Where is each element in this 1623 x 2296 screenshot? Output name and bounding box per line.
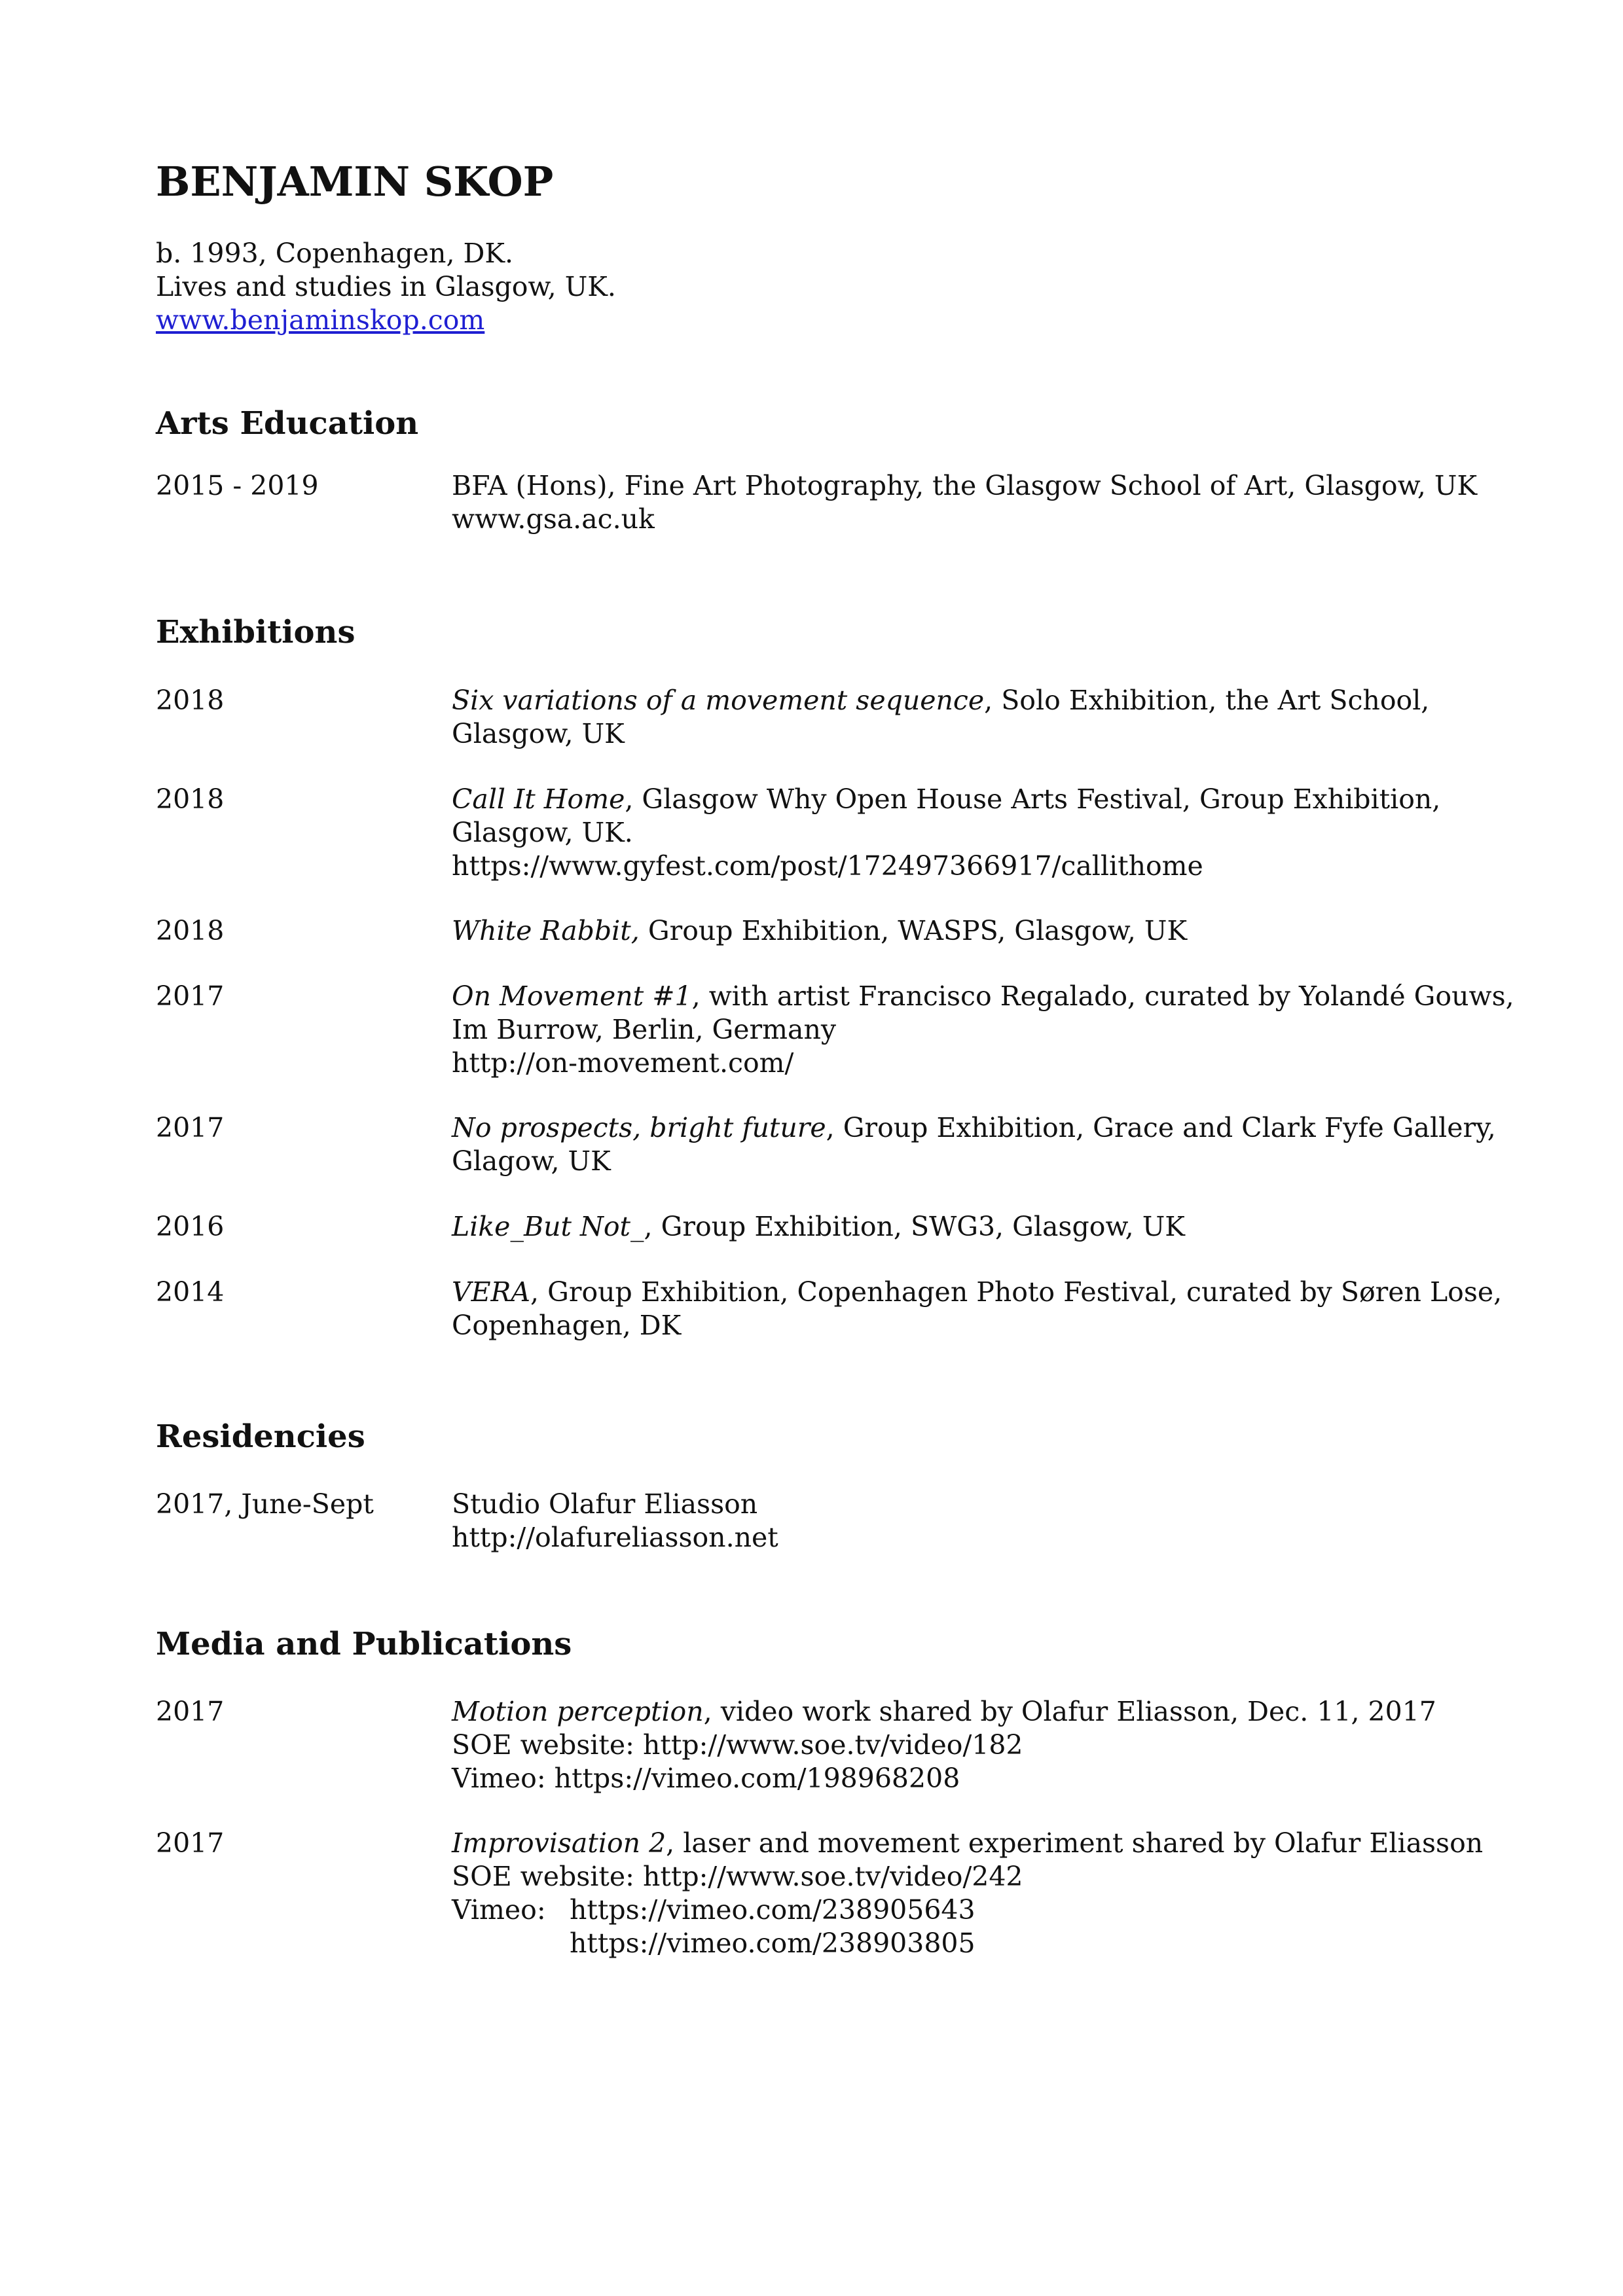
exhibition-title: Six variations of a movement sequence <box>452 685 985 716</box>
entry-description: BFA (Hons), Fine Art Photography, the Glasgow School of Art, Glasgow, UK <box>452 470 1478 501</box>
page-title: BENJAMIN SKOP <box>156 158 554 206</box>
exhibition-location: Glasgow, UK. <box>452 817 633 848</box>
residency-url: http://olafureliasson.net <box>452 1522 778 1553</box>
exhibition-details: , Group Exhibition, Copenhagen Photo Festival, curated by Søren Lose, <box>530 1276 1503 1308</box>
exhibition-details: , Group Exhibition, SWG3, Glasgow, UK <box>644 1211 1185 1242</box>
section-heading-exhibitions: Exhibitions <box>156 614 356 651</box>
exhibition-location: Glagow, UK <box>452 1145 611 1177</box>
media-vimeo-link: Vimeo: https://vimeo.com/198968208 <box>452 1763 960 1794</box>
exhibition-entry-4 <box>156 980 1518 1080</box>
media-vimeo-link: https://vimeo.com/238903805 <box>570 1928 976 1959</box>
intro-block <box>156 237 616 337</box>
exhibition-title: Call It Home <box>452 783 625 815</box>
media-soe-link: SOE website: http://www.soe.tv/video/242 <box>452 1861 1023 1892</box>
exhibition-location: Copenhagen, DK <box>452 1310 682 1341</box>
exhibition-title: White Rabbit, <box>452 915 640 946</box>
entry-date: 2018 <box>156 685 225 716</box>
entry-date: 2016 <box>156 1211 225 1242</box>
education-section <box>156 403 1518 444</box>
media-details: , laser and movement experiment shared by Olafur Eliasson <box>666 1827 1484 1859</box>
exhibition-location: Im Burrow, Berlin, Germany <box>452 1014 837 1045</box>
section-heading-residencies: Residencies <box>156 1418 365 1455</box>
entry-date: 2017, June-Sept <box>156 1488 374 1520</box>
residency-name: Studio Olafur Eliasson <box>452 1488 758 1520</box>
section-heading-media: Media and Publications <box>156 1626 572 1662</box>
exhibition-entry-1 <box>156 684 1518 751</box>
exhibition-details: , Glasgow Why Open House Arts Festival, Group Exhibition, <box>625 783 1441 815</box>
list-item <box>156 980 1518 1080</box>
vimeo-label: Vimeo: <box>452 1894 546 1926</box>
exhibition-details: Group Exhibition, WASPS, Glasgow, UK <box>639 915 1188 946</box>
exhibition-details: , Group Exhibition, Grace and Clark Fyfe Gallery, <box>826 1112 1496 1143</box>
residence-info: Lives and studies in Glasgow, UK. <box>156 271 616 302</box>
exhibition-entry-5 <box>156 1111 1518 1178</box>
media-soe-link: SOE website: http://www.soe.tv/video/182 <box>452 1729 1023 1761</box>
exhibition-title: No prospects, bright future <box>452 1112 826 1143</box>
exhibition-url: https://www.gyfest.com/post/172497366917/callithome <box>452 850 1203 882</box>
exhibition-title: Like_But Not_ <box>452 1211 644 1242</box>
entry-date: 2018 <box>156 915 225 946</box>
entry-date: 2017 <box>156 980 225 1012</box>
exhibition-title: On Movement #1 <box>452 980 692 1012</box>
media-title: Improvisation 2 <box>452 1827 666 1859</box>
list-item <box>156 1695 1518 1795</box>
exhibition-entry-6 <box>156 1210 1518 1244</box>
entry-date: 2017 <box>156 1827 225 1859</box>
entry-date: 2014 <box>156 1276 225 1308</box>
birth-info: b. 1993, Copenhagen, DK. <box>156 238 514 269</box>
entry-date: 2015 - 2019 <box>156 470 319 501</box>
exhibition-entry-3 <box>156 914 1518 948</box>
list-item <box>156 783 1518 883</box>
entry-date: 2017 <box>156 1112 225 1143</box>
media-details: , video work shared by Olafur Eliasson, Dec. 11, 2017 <box>703 1696 1436 1727</box>
exhibition-url: http://on-movement.com/ <box>452 1047 794 1079</box>
residency-entry-1 <box>156 1488 1518 1554</box>
list-item <box>156 1827 1518 1960</box>
exhibition-title: VERA <box>452 1276 531 1308</box>
residencies-section <box>156 1416 1518 1457</box>
exhibition-details: , Solo Exhibition, the Art School, <box>984 685 1430 716</box>
section-heading-education: Arts Education <box>156 405 419 442</box>
entry-date: 2018 <box>156 783 225 815</box>
media-entry-2 <box>156 1827 1518 1960</box>
media-vimeo-link: https://vimeo.com/238905643 <box>570 1894 976 1926</box>
list-item <box>156 1111 1518 1178</box>
entry-url: www.gsa.ac.uk <box>452 503 655 535</box>
list-item <box>156 914 1518 948</box>
exhibition-entry-7 <box>156 1276 1518 1342</box>
list-item <box>156 1276 1518 1342</box>
exhibition-location: Glasgow, UK <box>452 718 625 749</box>
education-list <box>156 469 1518 536</box>
list-item <box>156 684 1518 751</box>
exhibition-details: , with artist Francisco Regalado, curated by Yolandé Gouws, <box>691 980 1514 1012</box>
list-item <box>156 469 1518 536</box>
media-entry-1 <box>156 1695 1518 1795</box>
list-item <box>156 1210 1518 1244</box>
exhibition-entry-2 <box>156 783 1518 883</box>
website-link[interactable]: www.benjaminskop.com <box>156 304 485 336</box>
media-title: Motion perception <box>452 1696 704 1727</box>
entry-date: 2017 <box>156 1696 225 1727</box>
exhibitions-section <box>156 612 1518 653</box>
list-item <box>156 1488 1518 1554</box>
media-section <box>156 1624 1518 1664</box>
